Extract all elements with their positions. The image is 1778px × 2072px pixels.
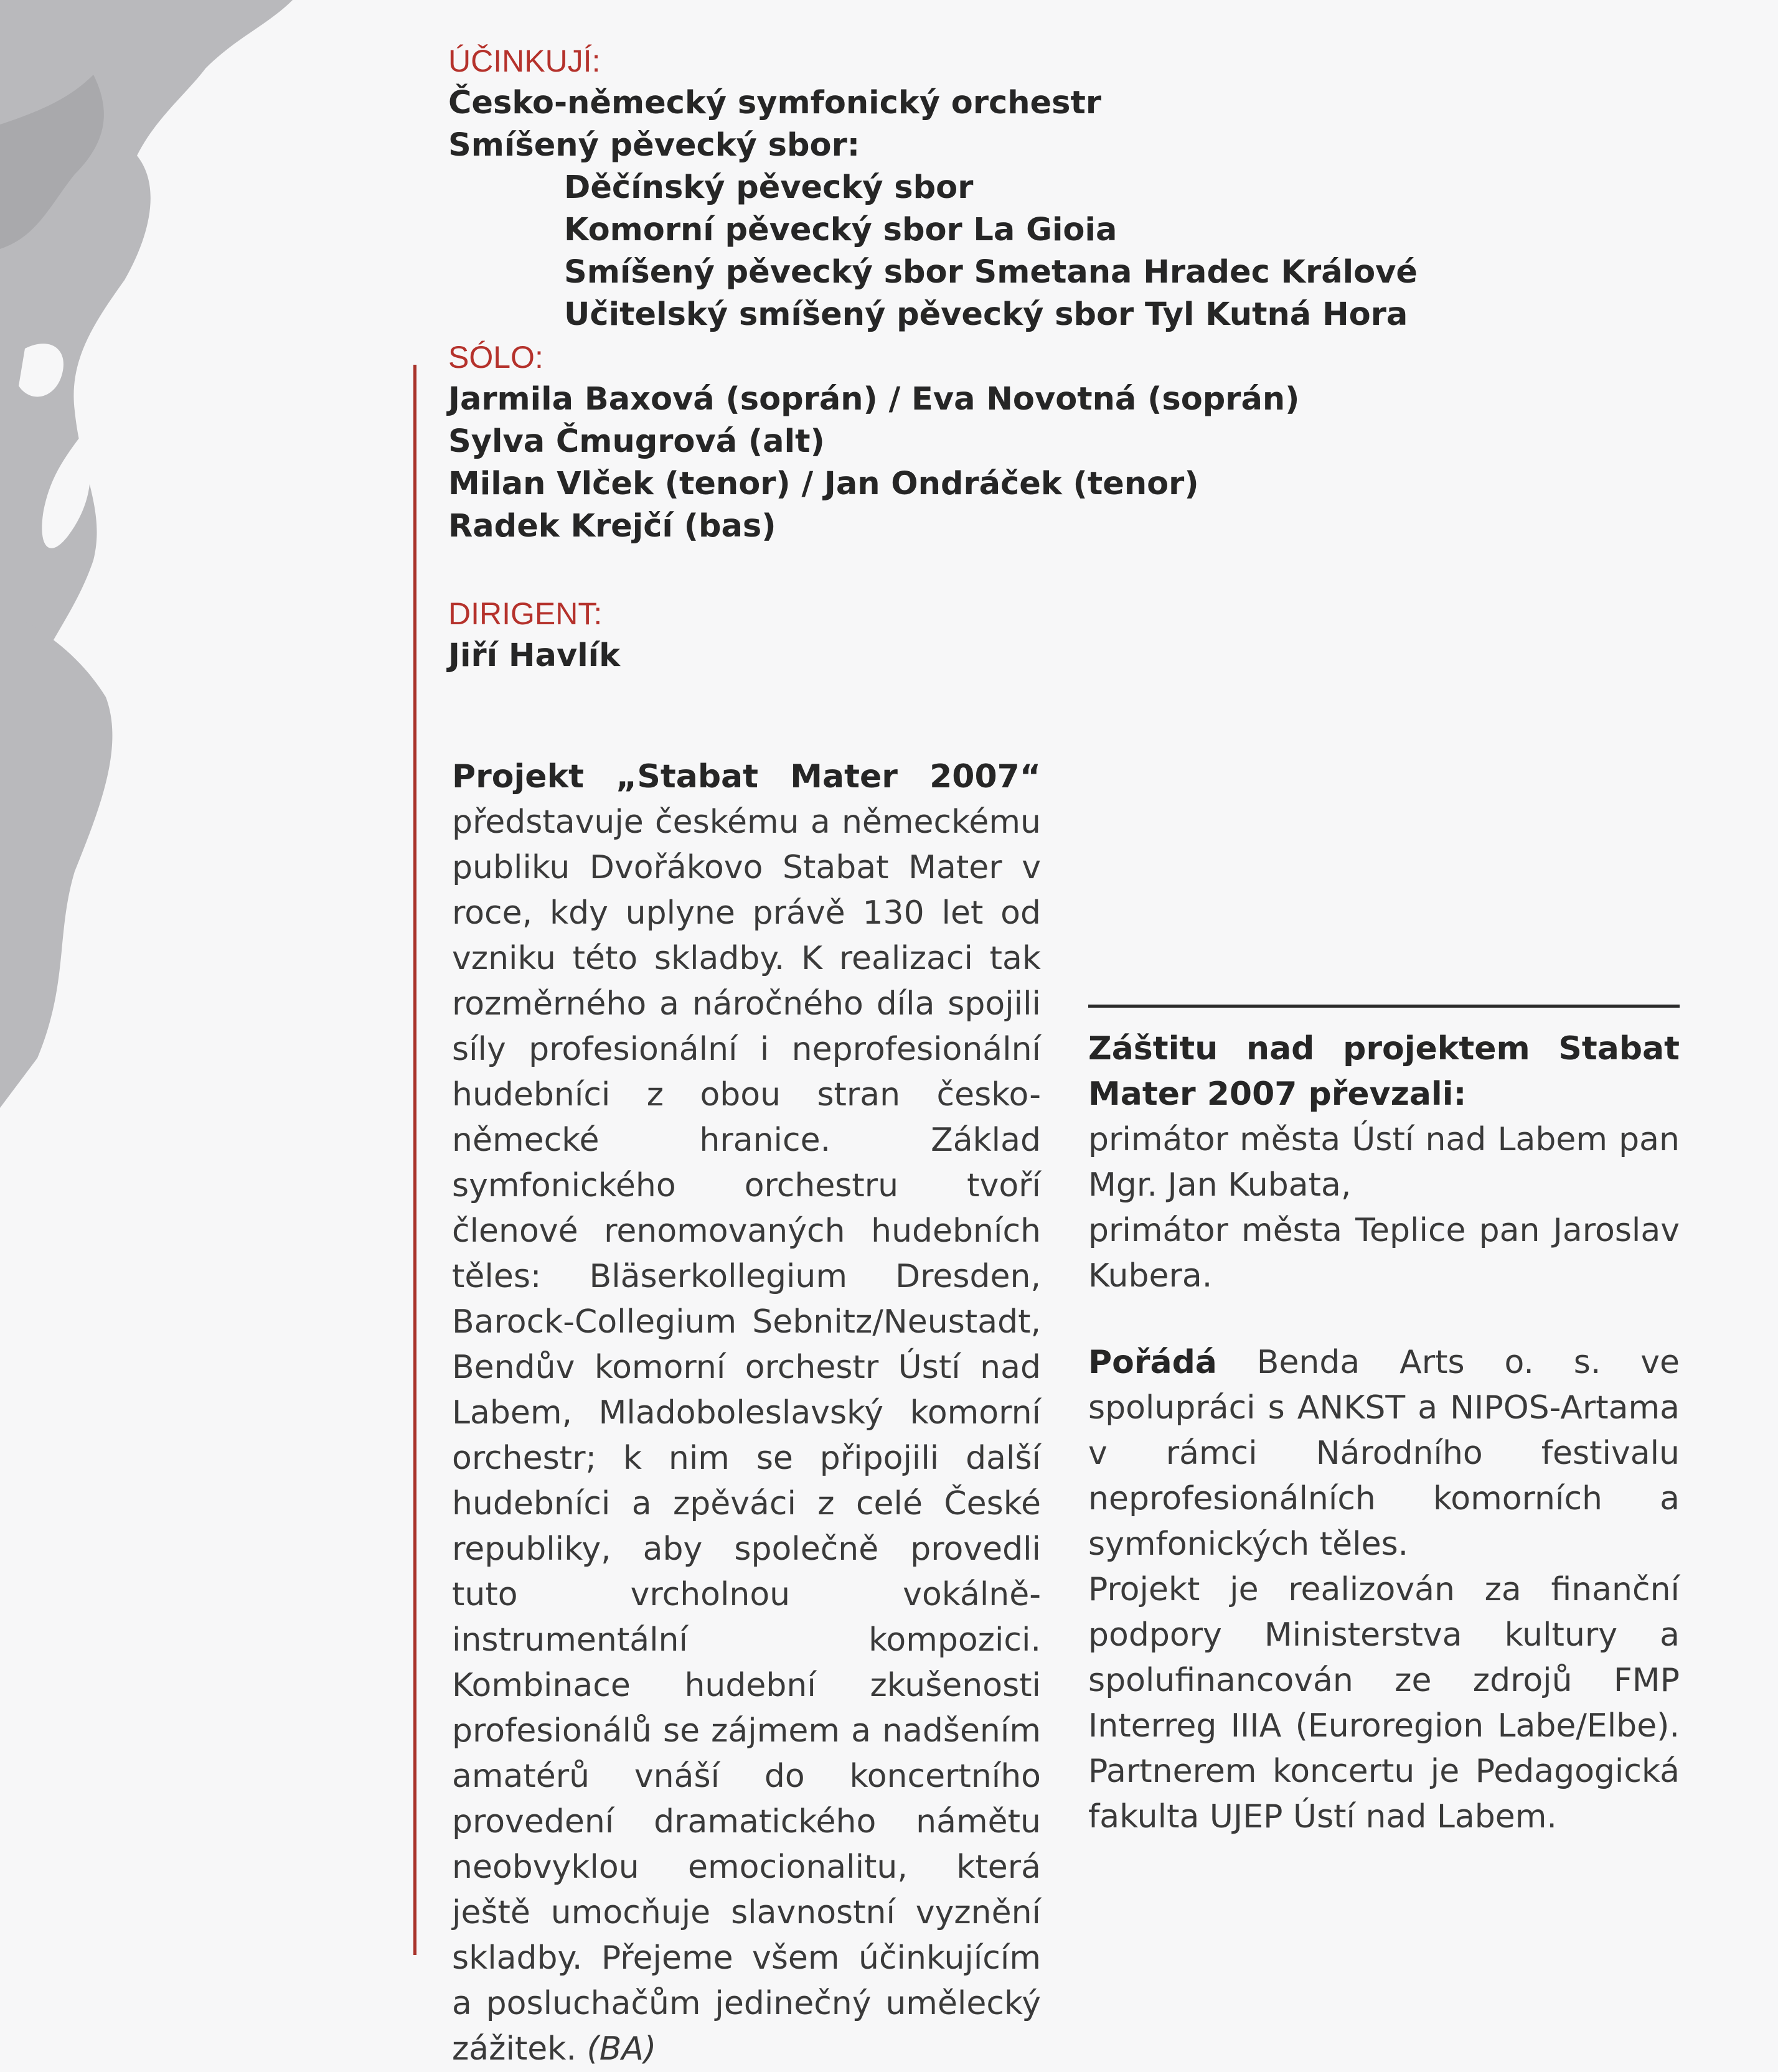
project-paragraph [452, 754, 1041, 2072]
choir-item: Učitelský smíšený pěvecký sbor Tyl Kutná Hora [564, 296, 1408, 333]
organizer-paragraph [1088, 1340, 1680, 1567]
soloist-item: Radek Krejčí (bas) [448, 508, 776, 545]
soloist-item: Jarmila Baxová (soprán) / Eva Novotná (soprán) [448, 381, 1300, 418]
funding-paragraph: Projekt je realizován za finanční podpory Ministerstva kultury a spolufinancován ze zdrojů FMP Interreg IIIA (Euroregion Labe/Elbe). Partnerem koncertu je Pedagogická fakulta UJEP Ústí nad Labem. [1088, 1571, 1680, 1835]
choir-item: Komorní pěvecký sbor La Gioia [564, 212, 1117, 248]
article-column-left [452, 754, 1041, 2072]
solo-heading: SÓLO: [448, 340, 543, 375]
composer-portrait-silhouette [0, 0, 473, 1183]
column-flow-spacer [1088, 754, 1680, 978]
organizer-lead: Pořádá [1088, 1344, 1217, 1381]
credits-block [448, 40, 1418, 677]
red-vertical-rule [413, 365, 416, 1955]
choir-item: Děčínský pěvecký sbor [564, 169, 974, 206]
performer-orchestra: Česko-německý symfonický orchestr [448, 85, 1102, 121]
project-lead: Projekt „Stabat Mater 2007“ [452, 758, 1041, 795]
project-text: představuje českému a německému publiku Dvořákovo Stabat Mater v roce, kdy uplyne právě 130 let od vzniku této skladby. K realizaci tak rozměrného a náročného díla spojili síly profesionální i neprofesionální hudebníci z obou stran česko-německé hranice. Základ symfonického orchestru tvoří členové renomovaných hudebních těles: Bläserkollegium Dresden, Barock-Collegium Sebnitz/Neustadt, Bendův komorní orchestr Ústí nad Labem, Mladoboleslavský komorní orchestr; k nim se připojili další hudebníci a zpěváci z celé České republiky, aby společně provedli tuto vrcholnou vokálně-instrumentální kompozici. Kombinace hudební zkušenosti profesionálů se zájmem a nadšením amatérů vnáší do koncertního provedení dramatického námětu neobvyklou emocionalitu, která ještě umocňuje slavnostní vyznění skladby. Přejeme všem účinkujícím a posluchačům jedinečný umělecký zážitek. [452, 804, 1041, 2068]
performers-heading: ÚČINKUJÍ: [448, 44, 601, 78]
section-divider [1088, 1005, 1680, 1008]
conductor-heading: DIRIGENT: [448, 596, 603, 631]
patronage-heading-text: Záštitu nad projektem Stabat Mater 2007 převzali: [1088, 1030, 1680, 1113]
article-column-right [1088, 754, 1680, 1840]
patronage-heading [1088, 1026, 1680, 1117]
choir-item: Smíšený pěvecký sbor Smetana Hradec Králové [564, 254, 1418, 291]
soloist-item: Sylva Čmugrová (alt) [448, 423, 825, 460]
conductor-name: Jiří Havlík [448, 637, 621, 674]
article-signature: (BA) [586, 2030, 657, 2068]
patron-item: primátor města Ústí nad Labem pan Mgr. Jan Kubata, [1088, 1121, 1680, 1204]
soloist-item: Milan Vlček (tenor) / Jan Ondráček (tenor) [448, 466, 1199, 502]
performer-choir-label: Smíšený pěvecký sbor: [448, 127, 860, 164]
patron-item: primátor města Teplice pan Jaroslav Kubera. [1088, 1212, 1680, 1295]
organizer-text: Benda Arts o. s. ve spolupráci s ANKST a NIPOS-Artama v rámci Národního festivalu neprofesionálních komorních a symfonických těles. [1088, 1344, 1680, 1563]
